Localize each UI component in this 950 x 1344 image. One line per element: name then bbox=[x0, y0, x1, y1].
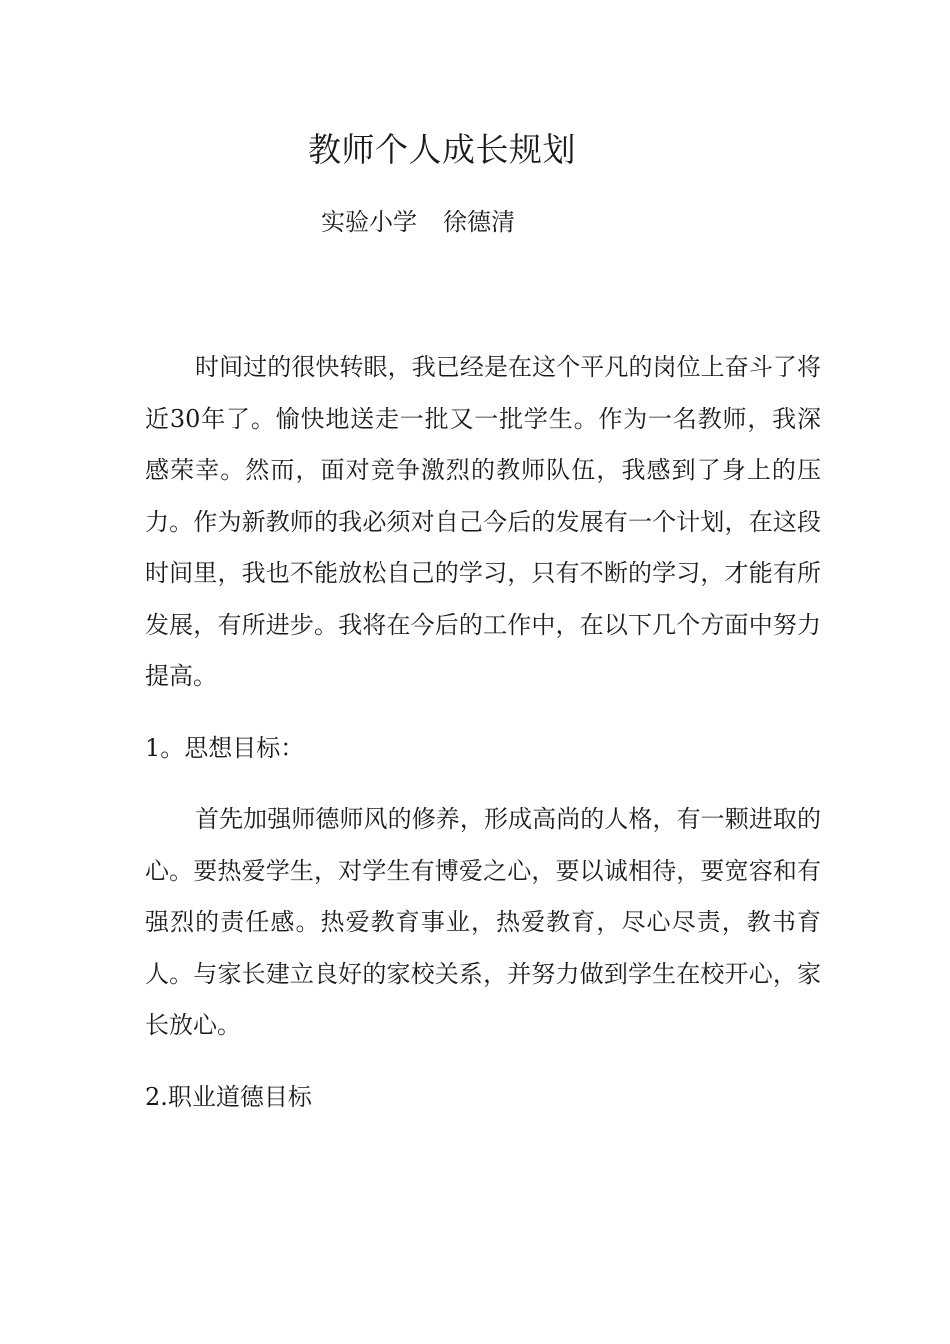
spacer bbox=[145, 774, 821, 794]
section-heading-2: 2.职业道德目标 bbox=[145, 1082, 312, 1111]
author-name: 徐德清 bbox=[443, 208, 515, 236]
spacer bbox=[145, 703, 821, 723]
author-school: 实验小学 bbox=[321, 208, 417, 236]
section-heading-1: 1。思想目标： bbox=[145, 733, 305, 762]
document-title: 教师个人成长规划 bbox=[308, 130, 576, 169]
intro-paragraph: 时间过的很快转眼，我已经是在这个平凡的岗位上奋斗了将近30年了。愉快地送走一批又一批学生。作为一名教师，我深感荣幸。然而，面对竞争激烈的教师队伍，我感到了身上的压力。作为新教师的我必须对自己今后的发展有一个计划，在这段时间里，我也不能放松自己的学习，只有不断的学习，才能有所发展，有所进步。我将在今后的工作中，在以下几个方面中努力提高。 bbox=[145, 353, 821, 690]
author-line bbox=[321, 202, 515, 242]
spacer bbox=[145, 1052, 821, 1072]
section-paragraph-1: 首先加强师德师风的修养，形成高尚的人格，有一颗进取的心。要热爱学生，对学生有博爱之心，要以诚相待，要宽容和有强烈的责任感。热爱教育事业，热爱教育，尽心尽责，教书育人。与家长建立良好的家校关系，并努力做到学生在校开心，家长放心。 bbox=[145, 805, 821, 1039]
document-body bbox=[145, 342, 821, 1123]
